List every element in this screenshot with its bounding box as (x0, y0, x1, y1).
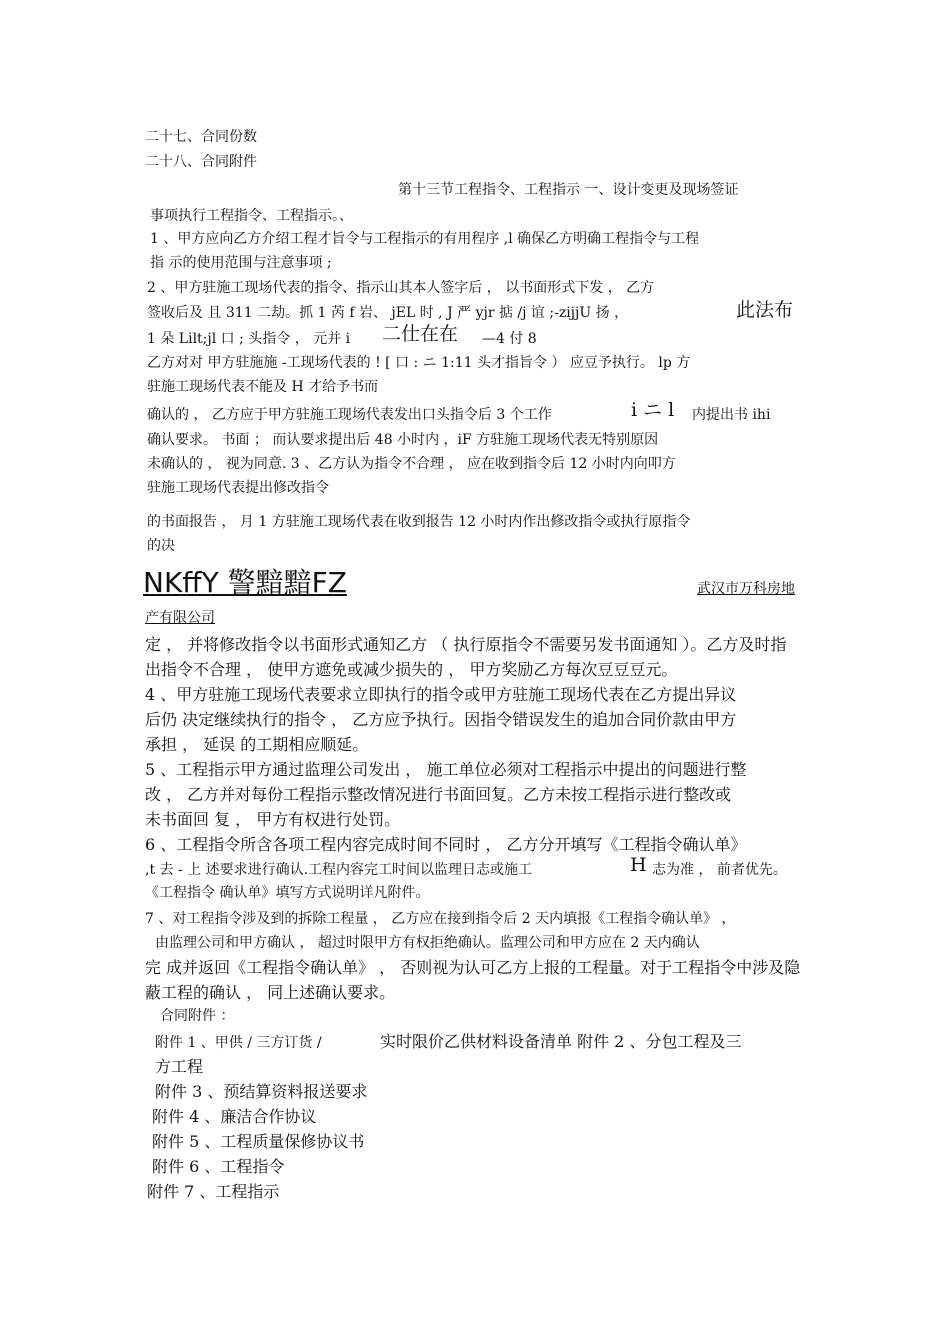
paragraph-fragment: i ニ l (631, 399, 675, 421)
paragraph-line: 驻施工现场代表不能及 H 才给予书而 (147, 379, 379, 395)
paragraph-line: 改 ， 乙方并对每份工程指示整改情况进行书面回复。乙方未按工程指示进行整改或 (145, 785, 732, 804)
attachment-item: 附件 5 、工程质量保修协议书 (152, 1132, 365, 1151)
paragraph-line: 出指令不合理 ， 使甲方遮免或减少损失的 ， 甲方奖励乙方每次豆豆豆元。 (145, 660, 678, 679)
attachments-heading: 合同附件 ： (160, 1008, 235, 1024)
paragraph-line: 后仍 决定继续执行的指令 ， 乙方应予执行。因指令错误发生的追加合同价款由甲方 (145, 710, 737, 729)
paragraph-line: 未确认的 ， 视为同意. 3 、乙方认为指令不合理 ， 应在收到指令后 12 小时内向叩方 (147, 456, 676, 472)
garbled-heading: NKffY 警黯黯FZ (143, 566, 347, 599)
paragraph-line: 的决 (147, 538, 175, 554)
paragraph-line: 的书面报告 ， 月 1 方驻施工现场代表在收到报告 12 小时内作出修改指令或执行原指令 (147, 514, 691, 530)
paragraph-line: 由监理公司和甲方确认 ， 超过时限甲方有权拒绝确认。监理公司和甲方应在 2 天内确认 (155, 935, 700, 951)
section-27-heading: 二十七、合同份数 (145, 129, 257, 145)
paragraph-line: 4 、甲方驻施工现场代表要求立即执行的指令或甲方驻施工现场代表在乙方提出异议 (145, 685, 737, 704)
paragraph-line: 完 成并返回《工程指令确认单》 ， 否则视为认可乙方上报的工程量。对于工程指令中涉及隐 (145, 958, 801, 977)
paragraph-line: 确认要求。 书面 ； 而认要求提出后 48 小时内 ，iF 方驻施工现场代表无特别原因 (147, 432, 659, 448)
company-name-continued: 产有限公司 (145, 610, 215, 626)
attachment-item: 附件 4 、廉洁合作协议 (152, 1107, 317, 1126)
paragraph-line: 蔽工程的确认 ， 同上述确认要求。 (145, 983, 396, 1002)
paragraph-fragment: 内提出书 ihi (692, 407, 771, 423)
paragraph-line: 6 、工程指令所含各项工程内容完成时间不同时 ， 乙方分开填写《工程指令确认单》 (145, 835, 747, 854)
paragraph-line: 驻施工现场代表提出修改指令 (147, 480, 329, 496)
attachment-item: 附件 7 、工程指示 (147, 1182, 280, 1201)
paragraph-fragment: H (630, 854, 647, 876)
paragraph-line: 确认的 ， 乙方应于甲方驻施工现场代表发出口头指令后 3 个工作 (147, 407, 552, 423)
section-13-heading: 第十三节工程指令、工程指示 一、设计变更及现场签证 (398, 182, 739, 198)
paragraph-line: 定 ， 并将修改指令以书面形式通知乙方 （ 执行原指令不需要另发书面通知 ）。乙方及时指 (145, 635, 787, 654)
paragraph-line: 乙方对对 甲方驻施施 -工现场代表的 ! [ 口 : ニ 1:11 头才指旨令 ） 应豆予执行。 lp 方 (147, 355, 691, 371)
paragraph-fragment: 志为准 ， 前者优先。 (652, 862, 787, 878)
paragraph-fragment: 此法布 (736, 299, 794, 321)
paragraph-line: 5 、工程指示甲方通过监理公司发出 ， 施工单位必须对工程指示中提出的问题进行整 (145, 760, 747, 779)
paragraph-line: 未书面回 复 ， 甲方有权进行处罚。 (145, 810, 401, 829)
paragraph-line: 签收后及 且 311 二劫。抓 1 芮 f 岩、 jEL 时 , J 严 yjr 掂 /j 谊 ;-zijjU 扬 ， (147, 305, 629, 321)
paragraph-line: 《工程指令 确认单》填写方式说明详凡附件。 (145, 885, 430, 901)
attachment-item: 方工程 (155, 1057, 204, 1076)
attachment-item: 实时限价乙供材料设备清单 附件 2 、分包工程及三 (380, 1032, 742, 1051)
attachment-item: 附件 3 、预结算资料报送要求 (155, 1082, 368, 1101)
attachment-item: 附件 1 、甲供 / 三方订货 / (155, 1035, 322, 1051)
paragraph-line: 承担 ， 延误 的工期相应顺延。 (145, 735, 369, 754)
paragraph-fragment: —4 付 8 (482, 331, 537, 347)
paragraph-fragment: 二仕在在 (382, 323, 459, 345)
section-28-heading: 二十八、合同附件 (145, 154, 257, 170)
attachment-item: 附件 6 、工程指令 (152, 1157, 285, 1176)
paragraph-line: ,t 去 - 上 述要求进行确认.工程内容完工时间以监理日志或施工 (145, 862, 533, 878)
company-name: 武汉市万科房地 (697, 581, 795, 597)
paragraph-line: 2 、甲方驻施工现场代表的指令、指示山其本人签字后 ， 以书面形式下发 ， 乙方 (147, 280, 655, 296)
paragraph-line: 1 、甲方应向乙方介绍工程才旨令与工程指示的有用程序 ,l 确保乙方明确工程指令与工程 (150, 231, 700, 247)
paragraph-line: 1 朵 Lilt;jl 口 ; 头指令 ， 元并 i (147, 331, 351, 347)
paragraph-line: 7 、对工程指令涉及到的拆除工程量 ， 乙方应在接到指令后 2 天内填报《工程指令确认单》 ， (145, 911, 736, 927)
paragraph-line: 指 示的使用范围与注意事项 ; (150, 255, 332, 271)
paragraph-line: 事项执行工程指令、工程指示。、 (150, 208, 353, 224)
